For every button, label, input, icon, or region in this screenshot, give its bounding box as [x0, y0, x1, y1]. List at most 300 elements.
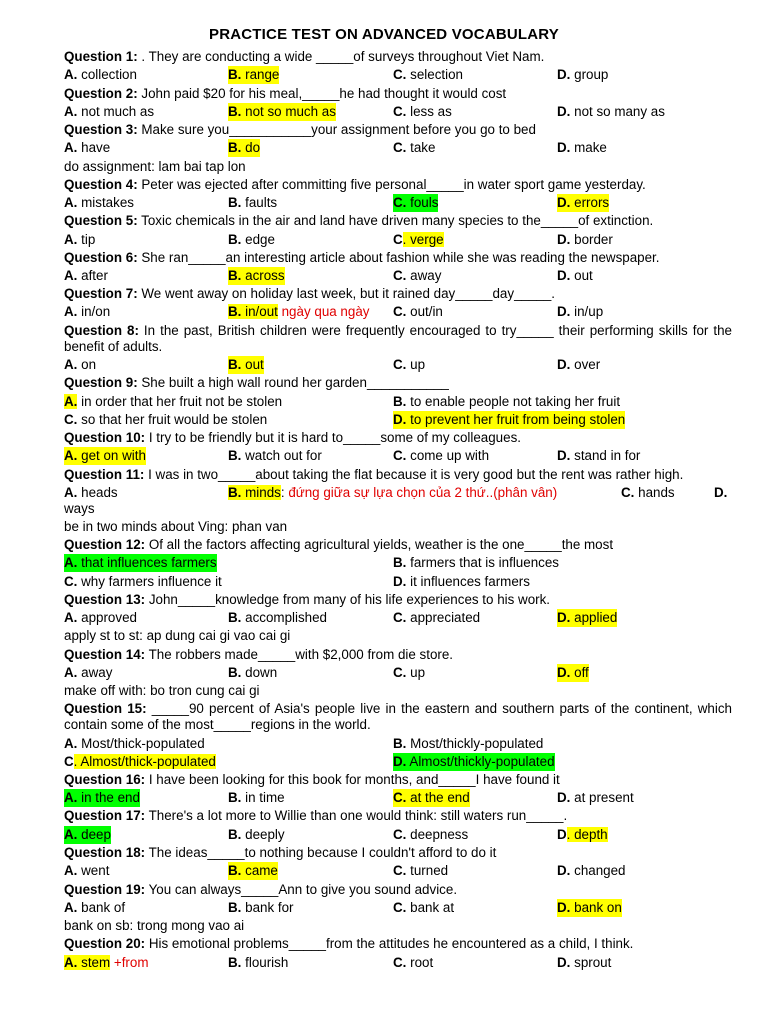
q16-option-c: [393, 789, 470, 807]
option-text: why farmers influence it: [77, 574, 222, 589]
q9-option-d: [393, 411, 625, 429]
q11-note: be in two minds about Ving: phan van: [64, 519, 288, 534]
option-letter: B.: [228, 665, 242, 680]
q14-note: make off with: bo tron cung cai gi: [64, 683, 260, 698]
q15-option-a: [64, 735, 205, 753]
q9-option-a: [64, 393, 282, 411]
option-letter: C.: [393, 665, 407, 680]
option-text: mistakes: [77, 195, 134, 210]
question-10: [64, 429, 521, 447]
option-letter: C.: [64, 412, 78, 427]
option-letter: A.: [64, 610, 78, 625]
question-18: [64, 844, 496, 862]
question-text: Toxic chemicals in the air and land have driven many species to the_____of extinction.: [137, 213, 654, 228]
option-text: applied: [570, 610, 618, 625]
option-text: in the end: [77, 790, 140, 805]
question-label: Question 2:: [64, 86, 138, 101]
option-letter: B.: [228, 67, 242, 82]
option-text: deeply: [241, 827, 285, 842]
q20-option-d: [557, 954, 611, 972]
option-text: out: [241, 357, 264, 372]
option-letter: A.: [64, 232, 78, 247]
q7-option-c: [393, 303, 443, 321]
q20-option-c: [393, 954, 433, 972]
option-text: to enable people not taking her fruit: [406, 394, 621, 409]
option-text: bank on: [570, 900, 622, 915]
option-letter: D.: [557, 195, 571, 210]
q12-option-a: [64, 554, 217, 572]
option-text: collection: [77, 67, 137, 82]
option-letter: D.: [557, 268, 571, 283]
question-label: Question 3:: [64, 122, 138, 137]
option-letter: C.: [393, 140, 407, 155]
option-text: tip: [77, 232, 96, 247]
question-text: There's a lot more to Willie than one would think: still waters run_____.: [145, 808, 568, 823]
option-note: ngày qua ngày: [277, 304, 370, 319]
question-5: [64, 212, 653, 230]
option-text: . Almost/thick-populated: [73, 754, 216, 769]
q12-option-d: [393, 573, 530, 591]
question-text: Make sure you___________your assignment before you go to bed: [137, 122, 536, 137]
q17-option-d: [557, 826, 608, 844]
option-letter: A.: [64, 736, 78, 751]
option-letter: D.: [557, 448, 571, 463]
option-text: bank for: [241, 900, 294, 915]
option-text: out/in: [406, 304, 443, 319]
option-text: less as: [406, 104, 452, 119]
q1-option-c: [393, 66, 463, 84]
q11-option-d-letter: [714, 484, 727, 502]
question-text: Of all the factors affecting agricultural yields, weather is the one_____the most: [145, 537, 614, 552]
option-letter: D.: [557, 665, 571, 680]
option-letter: B.: [228, 195, 242, 210]
question-4: [64, 176, 646, 194]
q14-option-b: [228, 664, 277, 682]
option-text: . depth: [566, 827, 608, 842]
option-letter: D.: [557, 104, 571, 119]
q7-option-b: [228, 303, 369, 321]
question-text: John_____knowledge from many of his life experiences to his work.: [145, 592, 551, 607]
option-letter: C.: [393, 955, 407, 970]
question-3: [64, 121, 536, 139]
option-text: after: [77, 268, 108, 283]
option-text: not much as: [77, 104, 155, 119]
q1-option-a: [64, 66, 137, 84]
question-text: We went away on holiday last week, but it rained day_____day_____.: [137, 286, 556, 301]
option-text: not so many as: [570, 104, 665, 119]
question-label: Question 20:: [64, 936, 146, 951]
option-letter: B.: [228, 827, 242, 842]
option-letter: C.: [393, 357, 407, 372]
q9-option-c: [64, 411, 267, 429]
option-letter: D.: [557, 304, 571, 319]
question-text: _____90 percent of Asia's people live in the eastern and southern parts of the continent, which contain some of the most_____regions in the world.: [64, 701, 732, 732]
option-text: deepness: [406, 827, 469, 842]
q18-option-a: [64, 862, 109, 880]
option-letter: A.: [64, 955, 78, 970]
option-text: do: [241, 140, 261, 155]
q6-option-c: [393, 267, 441, 285]
option-letter: C.: [393, 195, 407, 210]
question-label: Question 1:: [64, 49, 138, 64]
q12-option-c: [64, 573, 222, 591]
option-letter: A.: [64, 555, 78, 570]
option-letter: B.: [228, 268, 242, 283]
option-letter: C.: [393, 448, 407, 463]
option-text: in/out: [241, 304, 278, 319]
q8-option-b: [228, 356, 264, 374]
option-text: errors: [570, 195, 610, 210]
option-letter: B.: [393, 736, 407, 751]
option-letter: A.: [64, 394, 78, 409]
option-text: in time: [241, 790, 285, 805]
option-letter: C.: [64, 574, 78, 589]
question-11: [64, 466, 683, 484]
option-text: hands: [634, 485, 675, 500]
option-text: so that her fruit would be stolen: [77, 412, 268, 427]
option-letter: D.: [557, 955, 571, 970]
option-text: went: [77, 863, 110, 878]
option-letter: B.: [228, 900, 242, 915]
q19-option-d: [557, 899, 622, 917]
option-text: up: [406, 357, 426, 372]
q17-option-c: [393, 826, 468, 844]
q6-option-b: [228, 267, 285, 285]
option-letter: A.: [64, 863, 78, 878]
question-17: [64, 807, 567, 825]
option-text: deep: [77, 827, 111, 842]
question-label: Question 15:: [64, 701, 147, 716]
option-letter: D.: [557, 610, 571, 625]
option-text: at present: [570, 790, 634, 805]
question-7: [64, 285, 555, 303]
q4-option-b: [228, 194, 277, 212]
option-text: make: [570, 140, 607, 155]
q14-option-d: [557, 664, 589, 682]
option-text: accomplished: [241, 610, 328, 625]
option-letter: C.: [393, 863, 407, 878]
option-text: root: [406, 955, 434, 970]
option-text: selection: [406, 67, 463, 82]
q4-option-d: [557, 194, 609, 212]
q5-option-a: [64, 231, 95, 249]
option-letter: D.: [714, 485, 728, 500]
option-letter: A.: [64, 665, 78, 680]
option-letter: B.: [228, 448, 242, 463]
option-text: off: [570, 665, 589, 680]
q13-option-d: [557, 609, 617, 627]
option-text: edge: [241, 232, 275, 247]
option-text: take: [406, 140, 436, 155]
q1-option-d: [557, 66, 608, 84]
option-text: bank at: [406, 900, 455, 915]
option-text: stem: [77, 955, 111, 970]
q13-note: apply st to st: ap dung cai gi vao cai gi: [64, 628, 291, 643]
option-letter: A.: [64, 195, 78, 210]
option-letter: A.: [64, 900, 78, 915]
q3-option-c: [393, 139, 435, 157]
option-letter: B.: [228, 955, 242, 970]
option-letter: D.: [557, 357, 571, 372]
option-letter: B.: [228, 610, 242, 625]
q3-option-d: [557, 139, 607, 157]
q1-option-b: [228, 66, 279, 84]
option-letter: A.: [64, 448, 78, 463]
question-label: Question 12:: [64, 537, 146, 552]
q13-option-a: [64, 609, 137, 627]
q15-option-b: [393, 735, 543, 753]
option-letter: D.: [557, 232, 571, 247]
option-text: border: [570, 232, 613, 247]
option-letter: C.: [393, 827, 407, 842]
q16-option-b: [228, 789, 285, 807]
q5-option-c: [393, 231, 444, 249]
question-12: [64, 536, 613, 554]
option-letter: D.: [557, 140, 571, 155]
question-text: She ran_____an interesting article about fashion while she was reading the newspaper.: [137, 250, 660, 265]
option-colon: :: [280, 485, 285, 500]
option-text: in/on: [77, 304, 111, 319]
question-label: Question 5:: [64, 213, 138, 228]
option-letter: C.: [393, 790, 407, 805]
option-letter: D: [557, 827, 567, 842]
option-note: đứng giữa sự lựa chọn của 2 thứ..(phân vân): [284, 485, 558, 500]
question-label: Question 19:: [64, 882, 146, 897]
option-text: come up with: [406, 448, 490, 463]
question-label: Question 6:: [64, 250, 138, 265]
question-9: [64, 374, 449, 392]
question-label: Question 8:: [64, 323, 139, 338]
q8-option-a: [64, 356, 96, 374]
question-15: [64, 701, 732, 733]
option-text: minds: [241, 485, 281, 500]
q10-option-d: [557, 447, 640, 465]
question-label: Question 13:: [64, 592, 146, 607]
q5-option-b: [228, 231, 275, 249]
q20-option-a: [64, 954, 148, 972]
option-letter: B.: [393, 394, 407, 409]
option-letter: B.: [228, 232, 242, 247]
q19-option-c: [393, 899, 454, 917]
question-20: [64, 935, 633, 953]
option-text: get on with: [77, 448, 146, 463]
option-text: up: [406, 665, 426, 680]
option-letter: D.: [393, 754, 407, 769]
question-text: I have been looking for this book for months, and_____I have found it: [145, 772, 560, 787]
q15-option-c: [64, 753, 216, 771]
q4-option-a: [64, 194, 134, 212]
option-letter: C.: [393, 900, 407, 915]
option-letter: A.: [64, 485, 78, 500]
question-text: She built a high wall round her garden___________: [137, 375, 449, 390]
q7-option-a: [64, 303, 110, 321]
option-letter: A.: [64, 304, 78, 319]
q7-option-d: [557, 303, 603, 321]
q4-option-c: [393, 194, 438, 212]
option-text: turned: [406, 863, 449, 878]
q3-option-a: [64, 139, 110, 157]
option-text: faults: [241, 195, 278, 210]
q10-option-b: [228, 447, 322, 465]
q11-option-d-text: ways: [64, 501, 95, 516]
q5-option-d: [557, 231, 613, 249]
q2-option-b: [228, 103, 336, 121]
option-text: it influences farmers: [406, 574, 530, 589]
option-text: . verge: [402, 232, 444, 247]
option-letter: B.: [393, 555, 407, 570]
question-text: In the past, British children were frequently encouraged to try_____ their performing skills for the benefit of adults.: [64, 323, 732, 354]
option-text: on: [77, 357, 97, 372]
option-text: over: [570, 357, 601, 372]
option-text: appreciated: [406, 610, 481, 625]
option-text: fouls: [406, 195, 439, 210]
q13-option-c: [393, 609, 480, 627]
question-8: [64, 323, 732, 355]
option-text: away: [77, 665, 113, 680]
option-text: down: [241, 665, 278, 680]
option-text: approved: [77, 610, 137, 625]
option-letter: D.: [393, 412, 407, 427]
q19-option-a: [64, 899, 125, 917]
option-letter: D.: [557, 67, 571, 82]
option-text: bank of: [77, 900, 126, 915]
q17-option-a: [64, 826, 111, 844]
question-text: I was in two_____about taking the flat because it is very good but the rent was rather high.: [144, 467, 684, 482]
question-text: The robbers made_____with $2,000 from die store.: [145, 647, 454, 662]
option-text: in/up: [570, 304, 604, 319]
option-text: at the end: [406, 790, 470, 805]
option-text: farmers that is influences: [406, 555, 559, 570]
option-text: range: [241, 67, 280, 82]
q8-option-c: [393, 356, 425, 374]
question-13: [64, 591, 550, 609]
q6-option-d: [557, 267, 593, 285]
q10-option-a: [64, 447, 146, 465]
option-text: out: [570, 268, 593, 283]
option-letter: A.: [64, 268, 78, 283]
option-letter: D.: [557, 900, 571, 915]
option-letter: D.: [393, 574, 407, 589]
option-letter: C.: [393, 304, 407, 319]
q3-option-b: [228, 139, 260, 157]
page-title: PRACTICE TEST ON ADVANCED VOCABULARY: [209, 26, 559, 43]
question-label: Question 4:: [64, 177, 138, 192]
question-label: Question 10:: [64, 430, 146, 445]
question-19: [64, 881, 457, 899]
option-letter: B.: [228, 104, 242, 119]
q2-option-c: [393, 103, 452, 121]
q13-option-b: [228, 609, 327, 627]
question-text: I try to be friendly but it is hard to_____some of my colleagues.: [145, 430, 521, 445]
option-text: flourish: [241, 955, 289, 970]
question-6: [64, 249, 660, 267]
q19-option-b: [228, 899, 294, 917]
q2-option-d: [557, 103, 665, 121]
question-16: [64, 771, 560, 789]
q20-option-b: [228, 954, 288, 972]
option-text: to prevent her fruit from being stolen: [406, 412, 626, 427]
q12-option-b: [393, 554, 559, 572]
q10-option-c: [393, 447, 489, 465]
question-label: Question 16:: [64, 772, 146, 787]
q6-option-a: [64, 267, 108, 285]
option-letter: C: [393, 232, 403, 247]
option-letter: C.: [393, 104, 407, 119]
question-text: John paid $20 for his meal,_____he had thought it would cost: [137, 86, 507, 101]
q18-option-c: [393, 862, 448, 880]
option-letter: B.: [228, 140, 242, 155]
q11-option-b: [228, 484, 557, 502]
q18-option-b: [228, 862, 278, 880]
option-text: group: [570, 67, 609, 82]
question-label: Question 14:: [64, 647, 146, 662]
question-text: His emotional problems_____from the attitudes he encountered as a child, I think.: [145, 936, 634, 951]
option-letter: B.: [228, 304, 242, 319]
q19-note: bank on sb: trong mong vao ai: [64, 918, 245, 933]
question-14: [64, 646, 453, 664]
question-text: . They are conducting a wide _____of surveys throughout Viet Nam.: [137, 49, 545, 64]
option-text: came: [241, 863, 278, 878]
option-letter: C.: [393, 67, 407, 82]
option-text: have: [77, 140, 111, 155]
option-text: away: [406, 268, 442, 283]
option-letter: C.: [621, 485, 635, 500]
option-note: +from: [110, 955, 149, 970]
q11-option-c: [621, 484, 675, 502]
q16-option-d: [557, 789, 634, 807]
q17-option-b: [228, 826, 285, 844]
option-text: Most/thickly-populated: [406, 736, 544, 751]
option-letter: A.: [64, 140, 78, 155]
option-letter: D.: [557, 863, 571, 878]
q18-option-d: [557, 862, 626, 880]
option-text: in order that her fruit not be stolen: [77, 394, 283, 409]
option-text: stand in for: [570, 448, 641, 463]
option-text: changed: [570, 863, 626, 878]
option-text: Almost/thickly-populated: [406, 754, 555, 769]
option-letter: D.: [557, 790, 571, 805]
question-text: The ideas_____to nothing because I couldn't afford to do it: [145, 845, 497, 860]
option-letter: C.: [393, 610, 407, 625]
q8-option-d: [557, 356, 600, 374]
option-text: watch out for: [241, 448, 322, 463]
q14-option-a: [64, 664, 112, 682]
question-label: Question 9:: [64, 375, 138, 390]
option-text: that influences farmers: [77, 555, 217, 570]
question-label: Question 18:: [64, 845, 146, 860]
q16-option-a: [64, 789, 140, 807]
option-letter: A.: [64, 104, 78, 119]
option-letter: A.: [64, 67, 78, 82]
question-label: Question 17:: [64, 808, 146, 823]
question-label: Question 11:: [64, 467, 145, 482]
option-text: not so much as: [241, 104, 336, 119]
option-text: heads: [77, 485, 118, 500]
option-letter: B.: [228, 790, 242, 805]
option-letter: C: [64, 754, 74, 769]
q2-option-a: [64, 103, 154, 121]
option-letter: A.: [64, 357, 78, 372]
option-text: Most/thick-populated: [77, 736, 205, 751]
option-letter: B.: [228, 863, 242, 878]
q9-option-b: [393, 393, 620, 411]
option-letter: B.: [228, 357, 242, 372]
q3-note: do assignment: lam bai tap lon: [64, 159, 246, 174]
option-letter: B.: [228, 485, 242, 500]
question-2: [64, 85, 506, 103]
question-label: Question 7:: [64, 286, 138, 301]
option-text: across: [241, 268, 285, 283]
